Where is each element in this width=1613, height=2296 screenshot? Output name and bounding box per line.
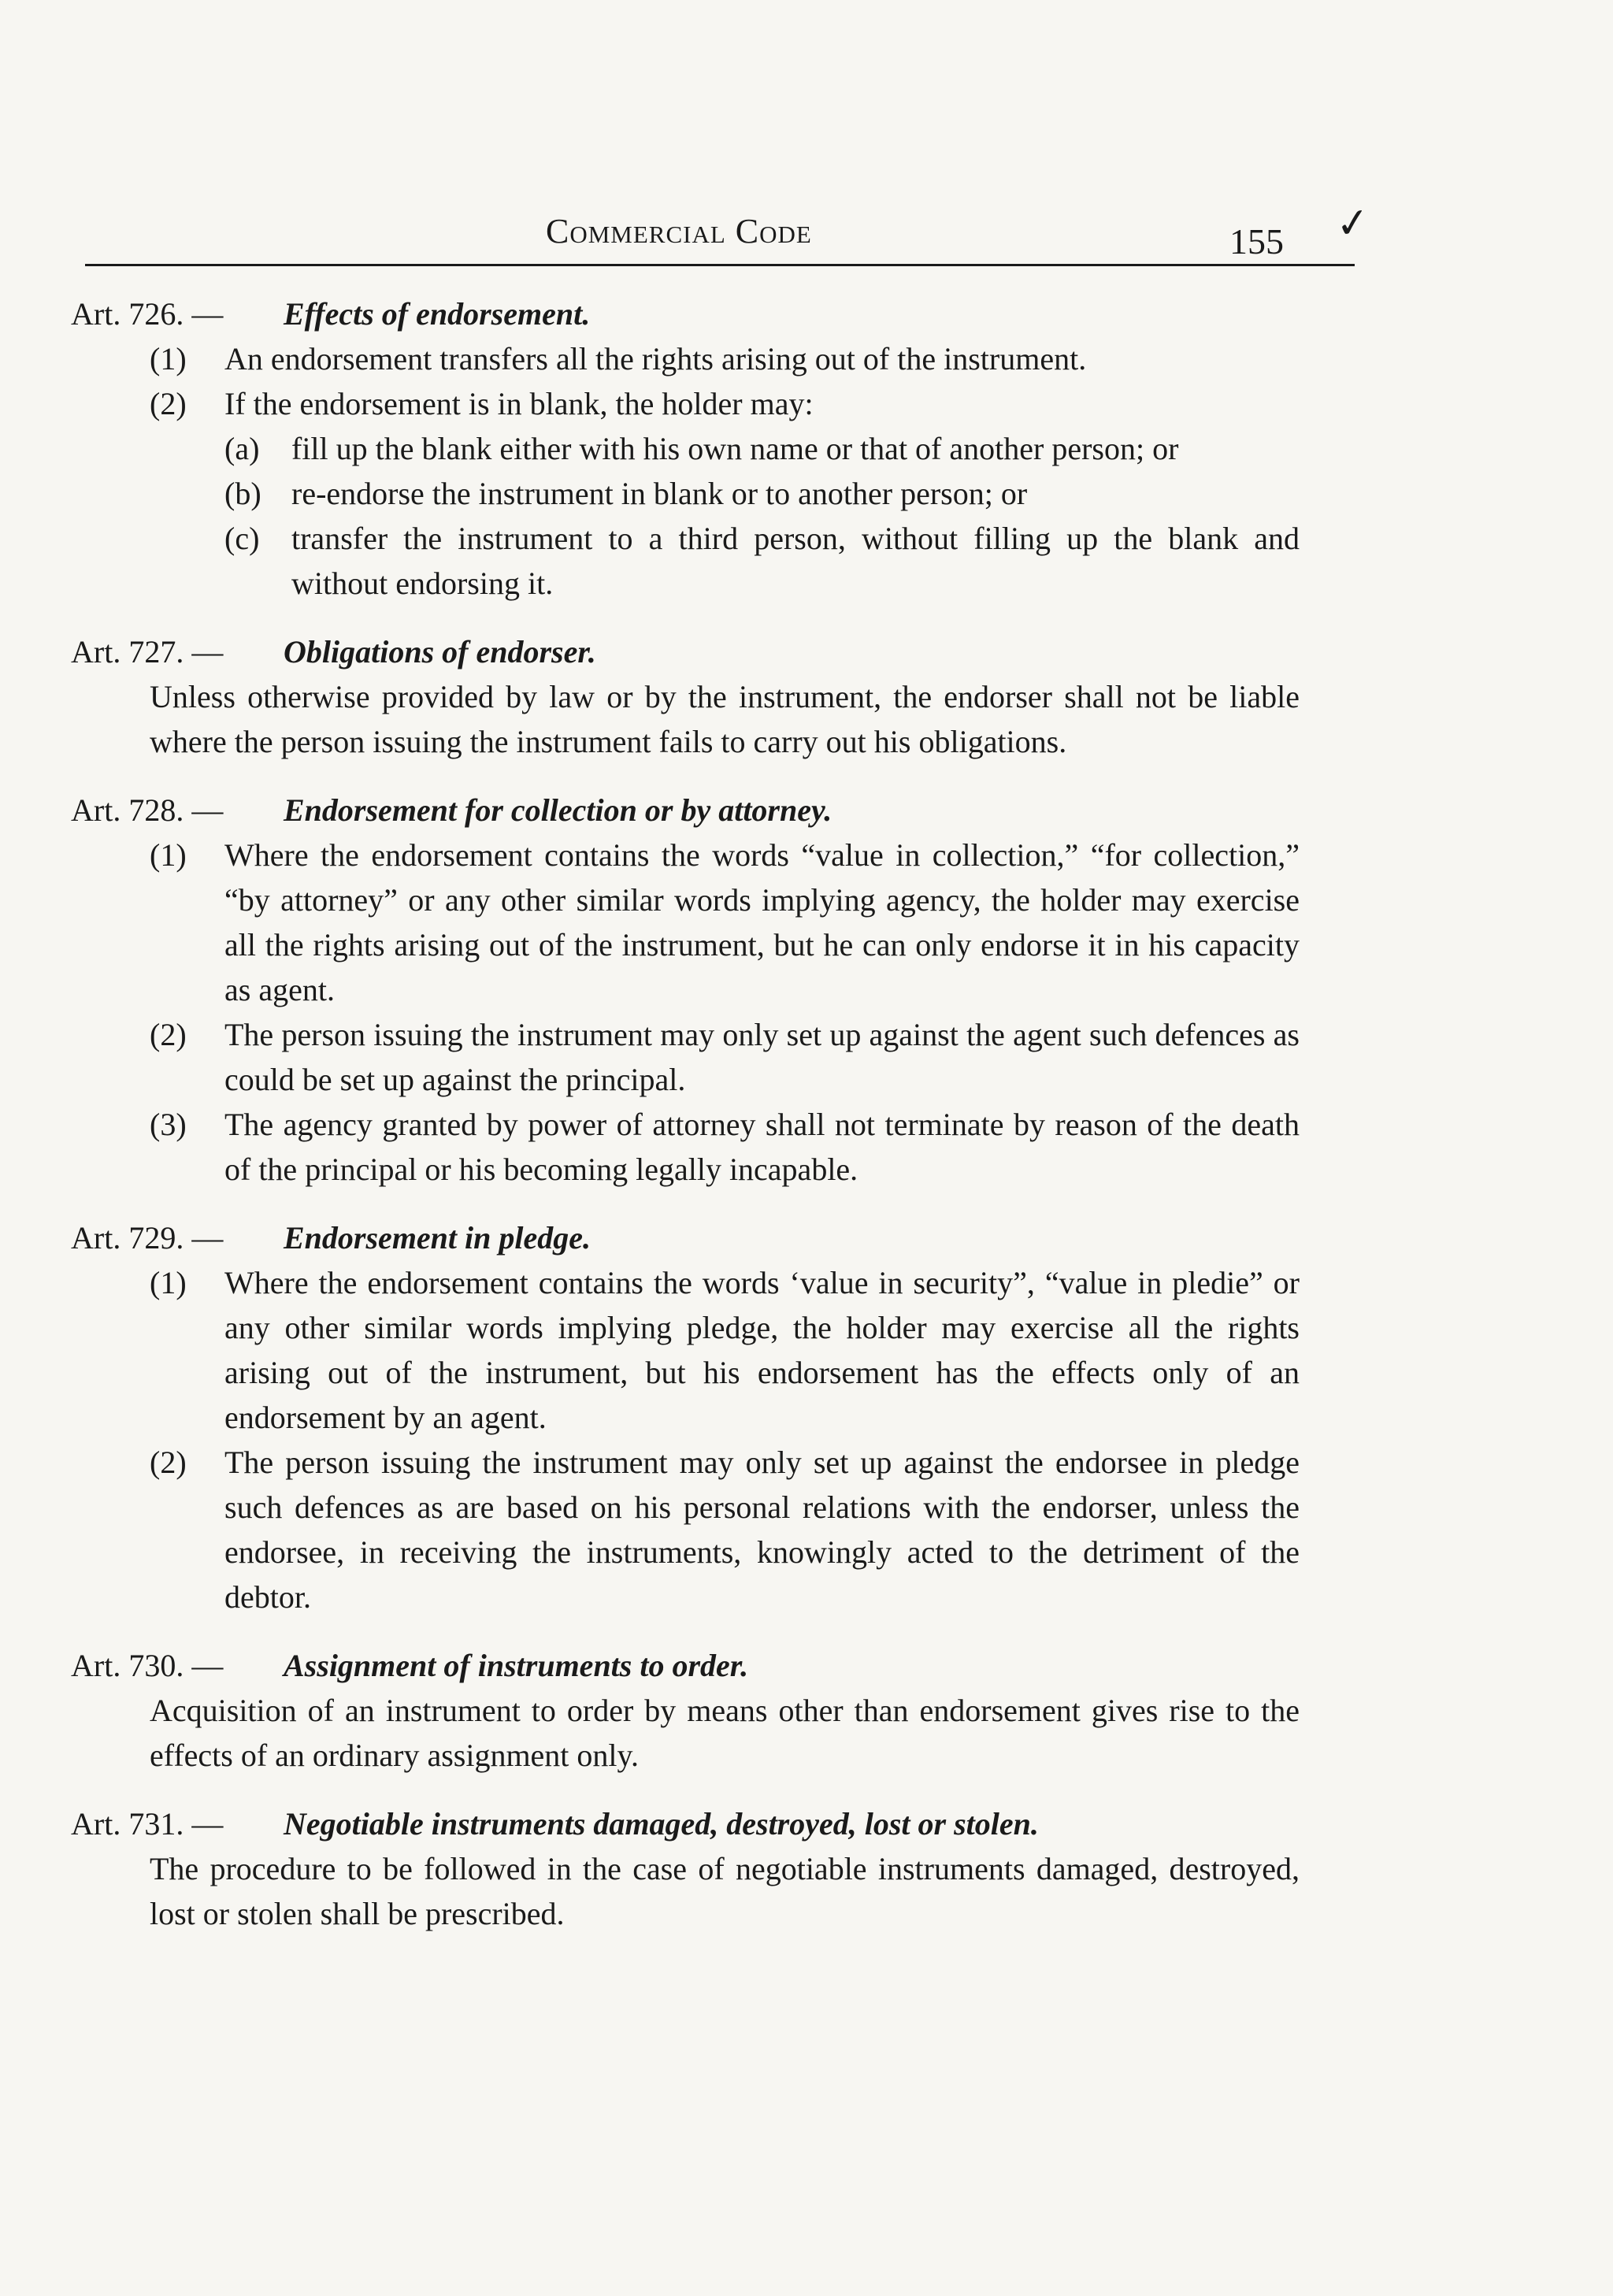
paragraph-number: (2) [150, 386, 187, 421]
article-title: Endorsement in pledge. [284, 1220, 591, 1256]
sub-item-number: (a) [224, 431, 260, 466]
paragraph-text: The person issuing the instrument may only set up against the endorsee in pledge such defences as are based on his personal relations with the endorser, unless the endorsee, in receiving the instruments, knowingly acted to the detriment of the debtor. [224, 1445, 1300, 1615]
sub-item [71, 426, 1300, 471]
article-paragraph [71, 336, 1300, 381]
paragraph-number: (1) [150, 1265, 187, 1300]
article-body: Acquisition of an instrument to order by means other than endorsement gives rise to the effects of an ordinary assignment only. [150, 1693, 1300, 1773]
paragraph-number: (2) [150, 1017, 187, 1052]
page-header [85, 199, 1373, 266]
article-number: Art. 726. — [71, 296, 224, 332]
article-paragraph [71, 1012, 1300, 1102]
article-729 [71, 1215, 1300, 1619]
article-paragraph [71, 1102, 1300, 1192]
article-body: Unless otherwise provided by law or by the instrument, the endorser shall not be liable where the person issuing the instrument fails to carry out his obligations. [150, 679, 1300, 759]
sub-item-number: (c) [224, 521, 260, 556]
article-title: Effects of endorsement. [284, 296, 591, 332]
article-727 [71, 629, 1300, 764]
running-title: Commercial Code [546, 212, 812, 250]
article-paragraph [71, 1440, 1300, 1619]
article-paragraph [71, 381, 1300, 426]
article-heading [71, 291, 1300, 336]
article-number: Art. 728. — [71, 792, 224, 828]
sub-item [71, 516, 1300, 606]
article-title: Assignment of instruments to order. [284, 1648, 749, 1683]
article-number: Art. 730. — [71, 1648, 224, 1683]
article-726 [71, 291, 1300, 606]
check-mark-icon: ✓ [1333, 199, 1373, 249]
article-paragraph [71, 1260, 1300, 1440]
article-heading [71, 1643, 1300, 1688]
paragraph-text: The person issuing the instrument may only set up against the agent such defences as could be set up against the principal. [224, 1017, 1300, 1097]
article-body: The procedure to be followed in the case of negotiable instruments damaged, destroyed, lost or stolen shall be prescribed. [150, 1851, 1300, 1931]
article-heading [71, 629, 1300, 674]
sub-item-text: transfer the instrument to a third person, without filling up the blank and without endorsing it. [291, 521, 1300, 601]
sub-item-text: re-endorse the instrument in blank or to another person; or [291, 476, 1028, 511]
article-title: Obligations of endorser. [284, 634, 596, 670]
article-number: Art. 727. — [71, 634, 224, 670]
paragraph-text: Where the endorsement contains the words ‘value in security”, “value in pledie” or any other similar words implying pledge, the holder may exercise all the rights arising out of the instrument, but his endorsement has the effects only of an endorsement by an agent. [224, 1265, 1300, 1435]
article-number: Art. 729. — [71, 1220, 224, 1256]
article-title: Negotiable instruments damaged, destroyed, lost or stolen. [284, 1806, 1039, 1842]
paragraph-number: (1) [150, 341, 187, 376]
article-paragraph [71, 833, 1300, 1012]
sub-item-text: fill up the blank either with his own name or that of another person; or [291, 431, 1179, 466]
article-heading [71, 1215, 1300, 1260]
article-heading [71, 1801, 1300, 1846]
paragraph-number: (1) [150, 837, 187, 873]
paragraph-number: (3) [150, 1107, 187, 1142]
paragraph-text: An endorsement transfers all the rights arising out of the instrument. [224, 341, 1087, 376]
header-rule [85, 264, 1355, 266]
page-number: 155 [1229, 221, 1284, 261]
sub-item [71, 471, 1300, 516]
article-number: Art. 731. — [71, 1806, 224, 1842]
paragraph-number: (2) [150, 1445, 187, 1480]
article-728 [71, 788, 1300, 1192]
paragraph-text: If the endorsement is in blank, the holder may: [224, 386, 814, 421]
article-730 [71, 1643, 1300, 1778]
paragraph-text: Where the endorsement contains the words “value in collection,” “for collection,” “by attorney” or any other similar words implying agency, the holder may exercise all the rights arising out of the instrument, but he can only endorse it in his capacity as agent. [224, 837, 1300, 1007]
article-title: Endorsement for collection or by attorney. [284, 792, 832, 828]
document-body [71, 291, 1300, 1960]
article-731 [71, 1801, 1300, 1936]
article-heading [71, 788, 1300, 833]
paragraph-text: The agency granted by power of attorney shall not terminate by reason of the death of the principal or his becoming legally incapable. [224, 1107, 1300, 1187]
sub-item-number: (b) [224, 476, 261, 511]
